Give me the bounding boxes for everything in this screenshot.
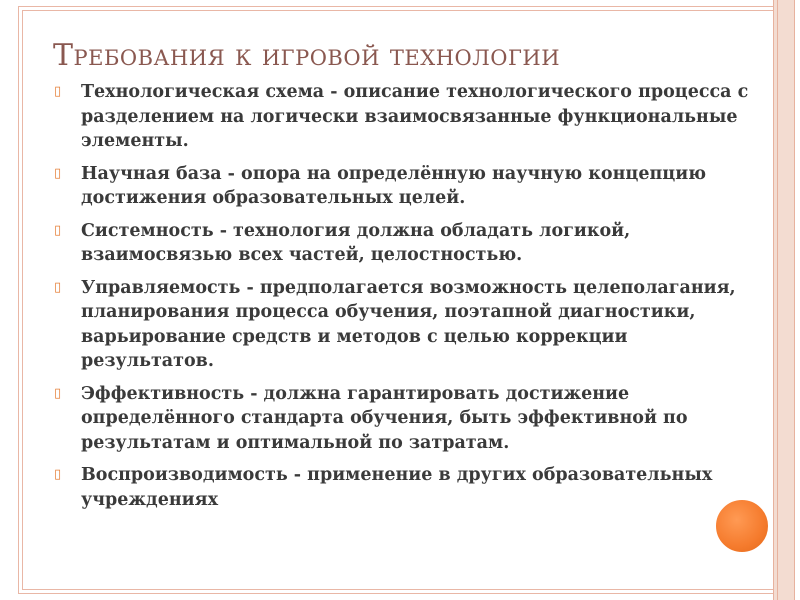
list-item: [51, 463, 763, 512]
list-item: [51, 80, 763, 154]
bullet-icon: ▯: [54, 279, 62, 295]
list-item-text: Научная база - опора на определённую научную концепцию достижения образовательных целей.: [81, 163, 707, 208]
list-item-text: Технологическая схема - описание технологического процесса с разделением на логически взаимосвязанные функциональные элементы.: [81, 82, 749, 151]
list-item: [51, 219, 763, 268]
bullet-icon: ▯: [54, 165, 62, 181]
list-item: [51, 162, 763, 211]
bullet-icon: ▯: [54, 84, 62, 99]
list-item: [51, 382, 763, 456]
band-line: [777, 0, 778, 600]
bullet-list: [51, 80, 763, 520]
list-item-text: Системность - технология должна обладать логикой, взаимосвязью всех частей, целостностью.: [81, 220, 631, 265]
bullet-icon: ▯: [54, 222, 62, 238]
list-item-text: Воспроизводимость - применение в других образовательных учреждениях: [81, 465, 713, 510]
bullet-icon: ▯: [54, 385, 62, 401]
bullet-icon: ▯: [54, 467, 62, 482]
list-item-text: Эффективность - должна гарантировать достижение определённого стандарта обучения, быть эффективной по результатам и оптимальной по затратам.: [81, 383, 688, 453]
band-line: [794, 0, 795, 600]
list-item-text: Управляемость - предполагается возможность целеполагания, планирования процесса обучения, поэтапной диагностики, варьирование средств и методов с целью коррекции результатов.: [81, 277, 736, 371]
slide-title: Требования к игровой технологии: [53, 38, 561, 73]
right-decorative-band: [773, 0, 795, 600]
list-item: [51, 276, 763, 374]
band-line: [773, 0, 774, 600]
